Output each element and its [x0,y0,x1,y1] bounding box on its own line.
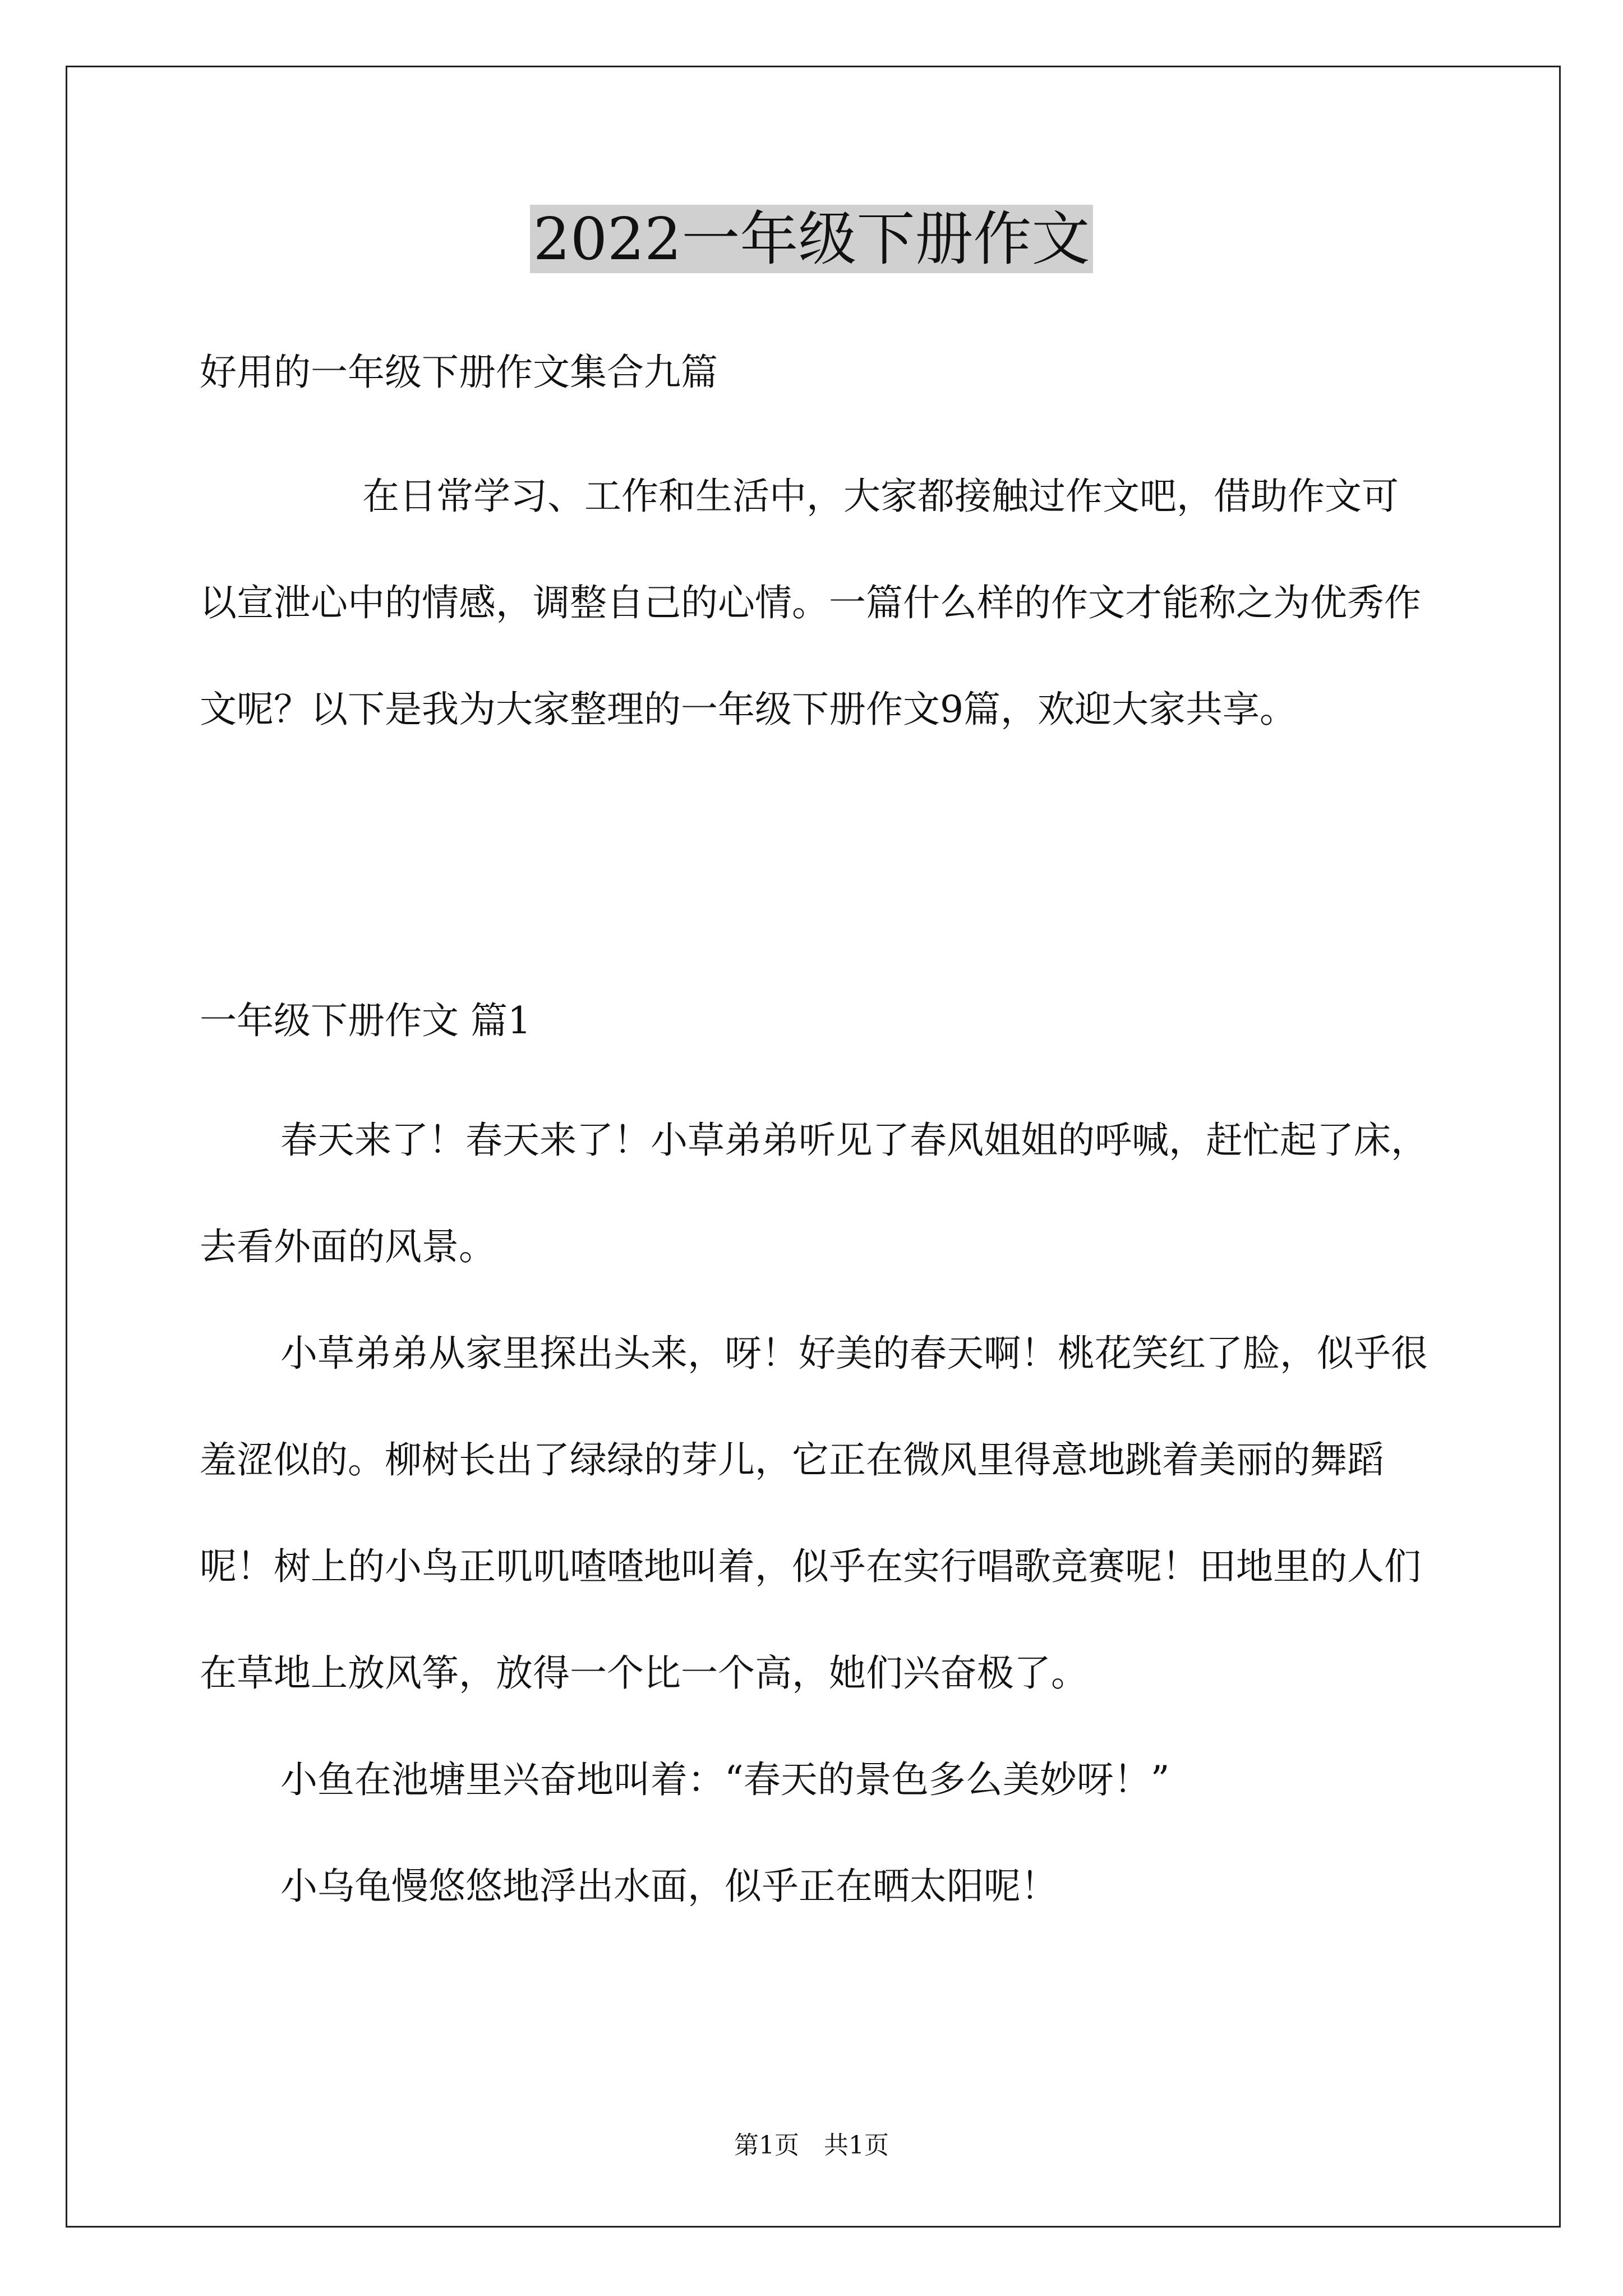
essay-body [200,1087,1428,1940]
intro-paragraph [200,443,1428,763]
section-heading: 一年级下册作文 篇1 [200,999,531,1042]
document-title [0,200,1623,278]
essay-paragraph-4: 小乌龟慢悠悠地浮出水面，似乎正在晒太阳呢！ [280,1865,1058,1908]
essay-paragraph-2: 小草弟弟从家里探出头来，呀！好美的春天啊！桃花笑红了脸，似乎很羞涩似的。柳树长出了绿绿的芽儿，它正在微风里得意地跳着美丽的舞蹈呢！树上的小鸟正叽叽喳喳地叫着，似乎在实行唱歌竞赛呢！田地里的人们在草地上放风筝，放得一个比一个高，她们兴奋极了。 [200,1332,1428,1695]
intro-text: 在日常学习、工作和生活中，大家都接触过作文吧，借助作文可以宣泄心中的情感，调整自己的心情。一篇什么样的作文才能称之为优秀作文呢？以下是我为大家整理的一年级下册作文9篇，欢迎大家共享。 [200,475,1421,731]
document-subtitle: 好用的一年级下册作文集合九篇 [200,351,718,394]
title-text: 2022一年级下册作文 [530,205,1094,273]
page-footer: 第1页 共1页 [734,2131,889,2160]
essay-paragraph-1: 春天来了！春天来了！小草弟弟听见了春风姐姐的呼喊，赶忙起了床，去看外面的风景。 [200,1119,1428,1268]
essay-paragraph-3: 小鱼在池塘里兴奋地叫着：“春天的景色多么美妙呀！” [280,1758,1170,1801]
